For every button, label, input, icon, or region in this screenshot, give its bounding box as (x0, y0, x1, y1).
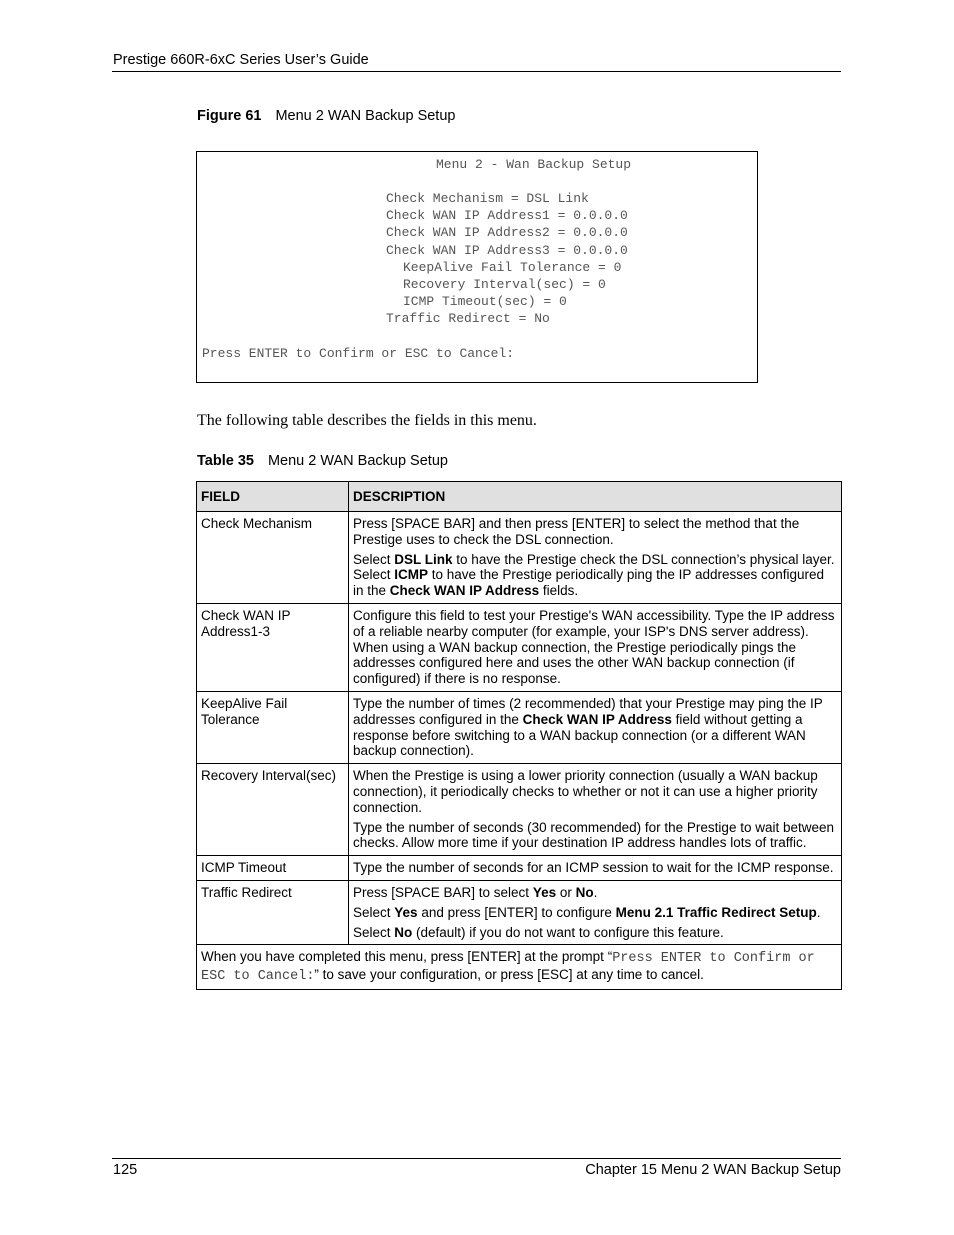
bold-term: Yes (394, 904, 418, 920)
description-cell (349, 603, 842, 691)
text-run: or (556, 884, 576, 900)
text-run: and press [ENTER] to configure (417, 904, 616, 920)
field-name-cell: KeepAlive Fail Tolerance (197, 691, 349, 763)
description-cell (349, 856, 842, 881)
header-rule (112, 71, 841, 72)
screen-wan-ip-1: Check WAN IP Address1 = 0.0.0.0 (386, 208, 628, 223)
text-run: (default) if you do not want to configure this feature. (412, 924, 724, 940)
description-paragraph (353, 608, 837, 687)
text-run: Type the number of seconds for an ICMP session to wait for the ICMP response. (353, 860, 834, 876)
description-paragraph (353, 925, 837, 941)
screen-wan-ip-3: Check WAN IP Address3 = 0.0.0.0 (386, 243, 628, 258)
table-footer-note (197, 945, 842, 990)
bold-term: Yes (532, 884, 557, 900)
screen-recovery-interval: Recovery Interval(sec) = 0 (403, 277, 606, 292)
bold-term: Check WAN IP Address (389, 583, 540, 599)
figure-number: Figure 61 (197, 108, 262, 124)
table-row (197, 856, 842, 881)
screen-traffic-redirect: Traffic Redirect = No (386, 311, 550, 326)
description-cell (349, 691, 842, 763)
text-run: to have the Prestige check the DSL connection’s physical layer. Select (353, 551, 835, 583)
text-run: Select (353, 904, 395, 920)
text-run: ” to save your configuration, or press [ESC] at any time to cancel. (314, 967, 704, 983)
field-name-cell: ICMP Timeout (197, 856, 349, 881)
bold-term: Check WAN IP Address (522, 711, 672, 727)
text-run: Press [SPACE BAR] and then press [ENTER] to select the method that the Prestige uses to check the DSL connection. (353, 516, 800, 547)
inline-code: Press ENTER to Confirm or ESC to Cancel: (201, 951, 815, 985)
bold-term: No (575, 884, 594, 900)
screen-keepalive: KeepAlive Fail Tolerance = 0 (403, 260, 622, 275)
table-number: Table 35 (197, 453, 254, 469)
screen-check-mechanism: Check Mechanism = DSL Link (386, 191, 589, 206)
text-run: Select (353, 551, 395, 567)
chapter-title: Chapter 15 Menu 2 WAN Backup Setup (585, 1162, 841, 1178)
description-cell (349, 880, 842, 944)
description-paragraph (353, 696, 837, 759)
table-header-row (197, 482, 842, 512)
screen-confirm-prompt: Press ENTER to Confirm or ESC to Cancel: (202, 346, 515, 361)
description-paragraph (353, 552, 837, 599)
page-number: 125 (113, 1162, 138, 1178)
bold-term: DSL Link (394, 551, 453, 567)
description-cell (349, 764, 842, 856)
table-row (197, 880, 842, 944)
field-name-cell: Traffic Redirect (197, 880, 349, 944)
description-paragraph (353, 885, 837, 901)
terminal-screen (196, 151, 758, 383)
table-row (197, 691, 842, 763)
text-run: Type the number of seconds (30 recommended) for the Prestige to wait between checks. Allow more time if your destination IP address handles lots of traffic. (353, 819, 835, 851)
bold-term: ICMP (394, 567, 429, 583)
text-run: to have the Prestige periodically ping the IP addresses configured in the (353, 567, 825, 599)
description-cell (349, 512, 842, 604)
screen-menu-title: Menu 2 - Wan Backup Setup (436, 157, 632, 172)
field-name-cell: Check Mechanism (197, 512, 349, 604)
description-paragraph (353, 516, 837, 548)
text-run: fields. (539, 583, 579, 599)
table-body (197, 512, 842, 990)
table-title: Menu 2 WAN Backup Setup (267, 453, 448, 469)
text-run: Press [SPACE BAR] to select (353, 884, 533, 900)
text-run: . (593, 884, 598, 900)
figure-title: Menu 2 WAN Backup Setup (275, 108, 456, 124)
running-header: Prestige 660R-6xC Series User’s Guide (113, 52, 369, 68)
description-paragraph (353, 860, 837, 876)
table-caption (197, 453, 448, 469)
text-run: . (816, 904, 821, 920)
text-run: Select (353, 924, 395, 940)
footer-rule (112, 1158, 841, 1159)
figure-caption (197, 108, 455, 124)
table-row (197, 764, 842, 856)
text-run: Type the number of times (2 recommended) that your Prestige may ping the IP addresses configured in the (353, 695, 823, 727)
description-paragraph (353, 820, 837, 852)
text-run: field without getting a response before switching to a WAN backup connection (or a different WAN backup connection). (353, 711, 806, 759)
description-paragraph (353, 905, 837, 921)
screen-wan-ip-2: Check WAN IP Address2 = 0.0.0.0 (386, 225, 628, 240)
text-run: When you have completed this menu, press [ENTER] at the prompt “ (201, 949, 613, 965)
column-header-description: DESCRIPTION (349, 482, 842, 512)
table-row (197, 512, 842, 604)
screen-icmp-timeout: ICMP Timeout(sec) = 0 (403, 294, 567, 309)
table-footer-row (197, 945, 842, 990)
text-run: When the Prestige is using a lower priority connection (usually a WAN backup connection), it periodically checks to whether or not it can use a higher priority connection. (353, 768, 818, 815)
field-name-cell: Check WAN IP Address1-3 (197, 603, 349, 691)
intro-text: The following table describes the fields in this menu. (197, 412, 537, 429)
description-paragraph (353, 768, 837, 815)
bold-term: Menu 2.1 Traffic Redirect Setup (615, 904, 817, 920)
bold-term: No (394, 924, 413, 940)
table-row (197, 603, 842, 691)
column-header-field: FIELD (197, 482, 349, 512)
text-run: Configure this field to test your Prestige's WAN accessibility. Type the IP address of a reliable nearby computer (for example, your ISP's DNS server address). When using a WAN backup connection, the Prestige periodically pings the addresses configured here and uses the other WAN backup connection (if configured) if there is no response. (353, 607, 835, 687)
field-description-table (196, 481, 842, 990)
field-name-cell: Recovery Interval(sec) (197, 764, 349, 856)
